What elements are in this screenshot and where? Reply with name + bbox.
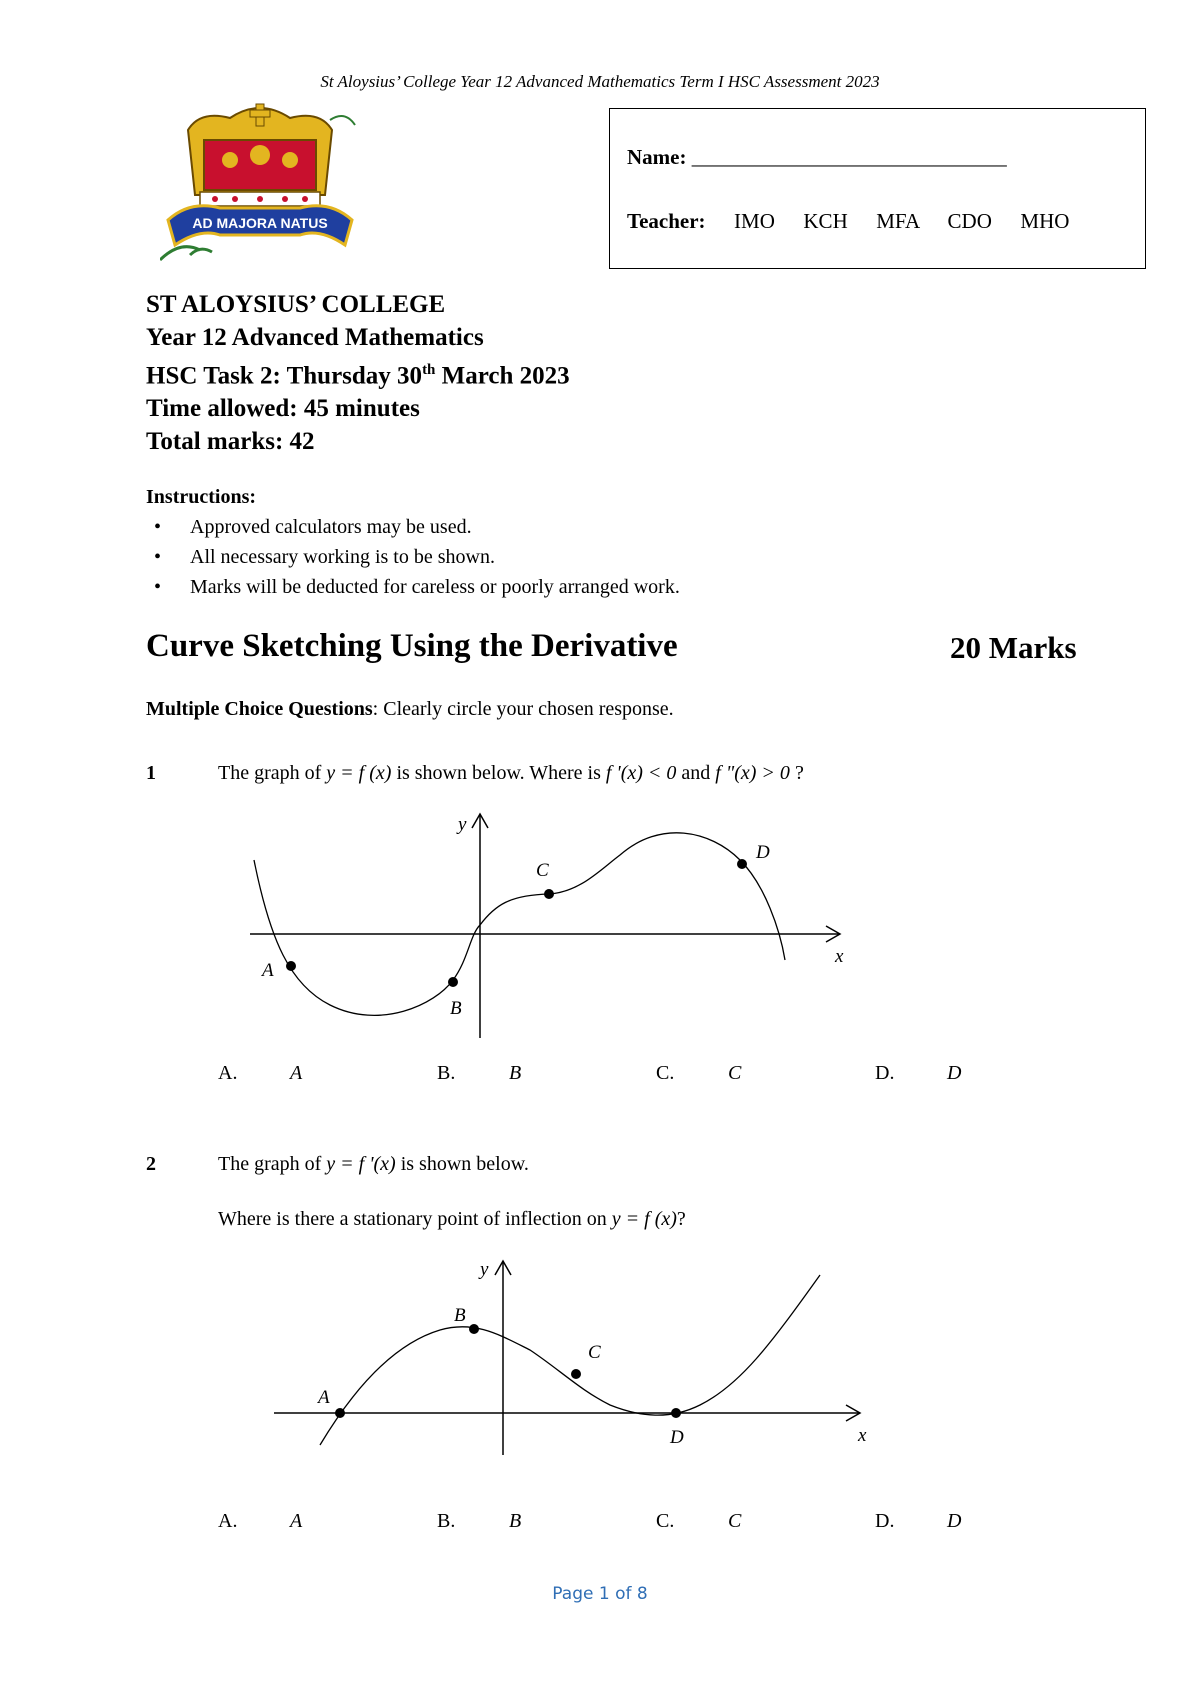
q1-option-d[interactable]: D. D [875, 1062, 962, 1084]
teacher-option-imo[interactable]: IMO [734, 209, 775, 233]
point-d [737, 859, 747, 869]
point-b [448, 977, 458, 987]
running-header: St Aloysius’ College Year 12 Advanced Mathematics Term I HSC Assessment 2023 [320, 72, 880, 91]
teacher-option-mfa[interactable]: MFA [876, 209, 920, 233]
derivative-curve [320, 1275, 820, 1445]
total-marks: Total marks: 42 [146, 428, 315, 456]
college-crest-logo [160, 100, 360, 270]
y-axis-label: y [480, 1259, 489, 1280]
name-label: Name: [627, 145, 687, 169]
question-1-graph [240, 800, 860, 1050]
instructions-heading: Instructions: [146, 486, 257, 508]
teacher-label: Teacher: [627, 209, 706, 233]
question-1-text: The graph of y = f (x) is shown below. Where is f '(x) < 0 and f "(x) > 0 ? [218, 762, 804, 784]
name-row[interactable] [627, 145, 1007, 170]
question-2-subtext: Where is there a stationary point of inflection on y = f (x)? [218, 1208, 686, 1230]
question-1-number: 1 [146, 762, 156, 784]
instructions [146, 482, 680, 602]
point-b [469, 1324, 479, 1334]
question-2-text: The graph of y = f '(x) is shown below. [218, 1153, 529, 1175]
question-2-graph [260, 1245, 880, 1475]
point-d-label: D [670, 1427, 684, 1448]
page-number: Page 1 of 8 [552, 1584, 648, 1604]
q1-option-a[interactable]: A. A [218, 1062, 303, 1084]
instruction-item: • All necessary working is to be shown. [146, 542, 680, 572]
point-d [671, 1408, 681, 1418]
q1-option-b[interactable]: B. B [437, 1062, 522, 1084]
course-name: Year 12 Advanced Mathematics [146, 324, 484, 351]
point-a-label: A [318, 1387, 330, 1408]
task-date: HSC Task 2: Thursday 30th March 2023 [146, 362, 570, 390]
point-d-label: D [756, 842, 770, 863]
instruction-item: • Approved calculators may be used. [146, 512, 680, 542]
instruction-item: • Marks will be deducted for careless or poorly arranged work. [146, 572, 680, 602]
point-b-label: B [450, 998, 462, 1019]
mcq-instructions [146, 698, 674, 721]
mcq-text: : Clearly circle your chosen response. [372, 698, 674, 720]
student-info-box [609, 108, 1146, 269]
point-c [571, 1369, 581, 1379]
point-c-label: C [536, 860, 549, 881]
q2-option-d[interactable]: D. D [875, 1510, 962, 1532]
crest-motto: AD MAJORA NATUS [192, 215, 328, 231]
point-b-label: B [454, 1305, 466, 1326]
teacher-option-mho[interactable]: MHO [1020, 209, 1070, 233]
question-2-number: 2 [146, 1153, 156, 1175]
teacher-option-kch[interactable]: KCH [803, 209, 848, 233]
mcq-label: Multiple Choice Questions [146, 698, 373, 720]
x-axis-label: x [858, 1425, 867, 1446]
college-name: ST ALOYSIUS’ COLLEGE [146, 291, 446, 318]
point-c-label: C [588, 1342, 601, 1363]
q2-option-b[interactable]: B. B [437, 1510, 522, 1532]
point-a [286, 961, 296, 971]
point-c [544, 889, 554, 899]
q1-option-c[interactable]: C. C [656, 1062, 742, 1084]
teacher-row [627, 209, 1069, 234]
name-blank[interactable]: ______________________________ [691, 145, 1007, 169]
q2-option-c[interactable]: C. C [656, 1510, 742, 1532]
teacher-option-cdo[interactable]: CDO [947, 209, 992, 233]
x-axis-label: x [835, 946, 844, 967]
q2-option-a[interactable]: A. A [218, 1510, 303, 1532]
point-a-label: A [262, 960, 274, 981]
title-block [146, 288, 570, 458]
function-curve [254, 833, 785, 1016]
y-axis-label: y [458, 814, 467, 835]
time-allowed: Time allowed: 45 minutes [146, 395, 420, 423]
section-title: Curve Sketching Using the Derivative [146, 628, 678, 664]
point-a [335, 1408, 345, 1418]
section-marks: 20 Marks [950, 630, 1077, 665]
